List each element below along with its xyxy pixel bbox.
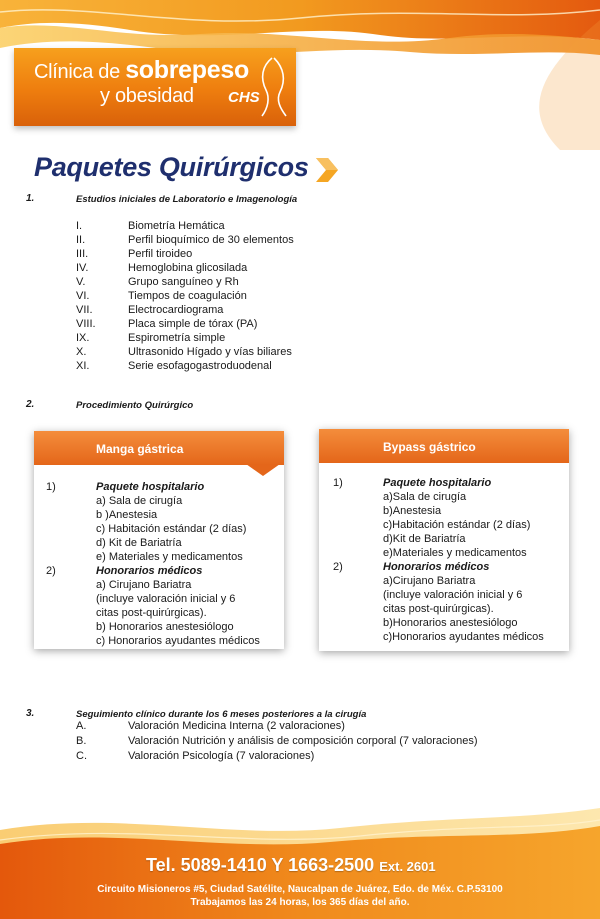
list-item: citas post-quirúrgicas).: [383, 603, 494, 615]
section-1-heading: Estudios iniciales de Laboratorio e Imagenología: [76, 194, 298, 205]
bypass-gastrico-card: [319, 429, 569, 651]
list-item: a) Sala de cirugía: [96, 495, 183, 507]
list-item: I. Biometría Hemática: [76, 220, 225, 232]
brand-name-line1: Clínica de sobrepeso: [34, 56, 249, 84]
list-item: B. Valoración Nutrición y análisis de composición corporal (7 valoraciones): [76, 735, 478, 747]
list-item: a)Cirujano Bariatra: [383, 575, 476, 587]
list-item: IV. Hemoglobina glicosilada: [76, 262, 248, 274]
manga-gastrica-card: [34, 431, 284, 649]
list-number: 1): [333, 477, 343, 489]
section-2-number: 2.: [26, 399, 35, 410]
list-number: 2): [333, 561, 343, 573]
list-item: a)Sala de cirugía: [383, 491, 467, 503]
card-header: [34, 431, 284, 465]
list-item: II. Perfil bioquímico de 30 elementos: [76, 234, 294, 246]
card-title: Bypass gástrico: [383, 440, 476, 454]
list-number: 2): [46, 565, 56, 577]
chevron-right-icon: [312, 156, 340, 184]
list-item: IX. Espirometría simple: [76, 332, 226, 344]
list-item: VIII. Placa simple de tórax (PA): [76, 318, 258, 330]
footer-hours: Trabajamos las 24 horas, los 365 días del año.: [190, 897, 410, 908]
lab-studies-list: [76, 219, 294, 373]
list-item: XI. Serie esofagogastroduodenal: [76, 360, 272, 372]
footer-address: Circuito Misioneros #5, Ciudad Satélite, Naucalpan de Juárez, Edo. de Méx. C.P.53100: [97, 884, 503, 895]
list-heading: Paquete hospitalario: [383, 477, 492, 489]
list-heading: Paquete hospitalario: [96, 481, 205, 493]
list-heading: Honorarios médicos: [96, 565, 203, 577]
list-item: c)Honorarios ayudantes médicos: [383, 631, 544, 643]
section-3-number: 3.: [26, 708, 35, 719]
list-heading: Honorarios médicos: [383, 561, 490, 573]
contact-phone: Tel. 5089-1410 Y 1663-2500 Ext. 2601: [146, 855, 436, 875]
list-item: c) Habitación estándar (2 días): [96, 523, 247, 535]
list-item: citas post-quirúrgicas).: [96, 607, 207, 619]
section-3-heading: Seguimiento clínico durante los 6 meses posteriores a la cirugía: [76, 709, 367, 720]
list-number: 1): [46, 481, 56, 493]
card-title: Manga gástrica: [96, 442, 184, 456]
list-item: d) Kit de Bariatría: [96, 537, 182, 549]
list-item: C. Valoración Psicología (7 valoraciones): [76, 750, 315, 762]
list-item: III. Perfil tiroideo: [76, 248, 193, 260]
list-item: V. Grupo sanguíneo y Rh: [76, 276, 239, 288]
list-item: (incluye valoración inicial y 6: [96, 593, 236, 605]
list-item: d)Kit de Bariatría: [383, 533, 466, 545]
list-item: a) Cirujano Bariatra: [96, 579, 192, 591]
brand-banner: [14, 48, 296, 126]
list-item: (incluye valoración inicial y 6: [383, 589, 523, 601]
brand-name-line2: y obesidad: [100, 85, 194, 107]
list-item: VI. Tiempos de coagulación: [76, 290, 247, 302]
section-1-number: 1.: [26, 193, 35, 204]
list-item: c)Habitación estándar (2 días): [383, 519, 531, 531]
card-pointer-decoration: [246, 464, 280, 476]
list-item: b)Honorarios anestesiólogo: [383, 617, 518, 629]
body-silhouette-icon: [252, 54, 292, 118]
list-item: A. Valoración Medicina Interna (2 valoraciones): [76, 720, 345, 732]
list-item: b )Anestesia: [96, 509, 158, 521]
section-2-heading: Procedimiento Quirúrgico: [76, 400, 194, 411]
list-item: X. Ultrasonido Hígado y vías biliares: [76, 346, 292, 358]
list-item: e) Materiales y medicamentos: [96, 551, 243, 563]
list-item: b) Honorarios anestesiólogo: [96, 621, 234, 633]
list-item: b)Anestesia: [383, 505, 442, 517]
list-item: VII. Electrocardiograma: [76, 304, 224, 316]
list-item: e)Materiales y medicamentos: [383, 547, 527, 559]
page-title: Paquetes Quirúrgicos: [34, 152, 309, 182]
list-item: c) Honorarios ayudantes médicos: [96, 635, 260, 647]
card-header: [319, 429, 569, 463]
chs-logo: CHS: [228, 89, 260, 106]
